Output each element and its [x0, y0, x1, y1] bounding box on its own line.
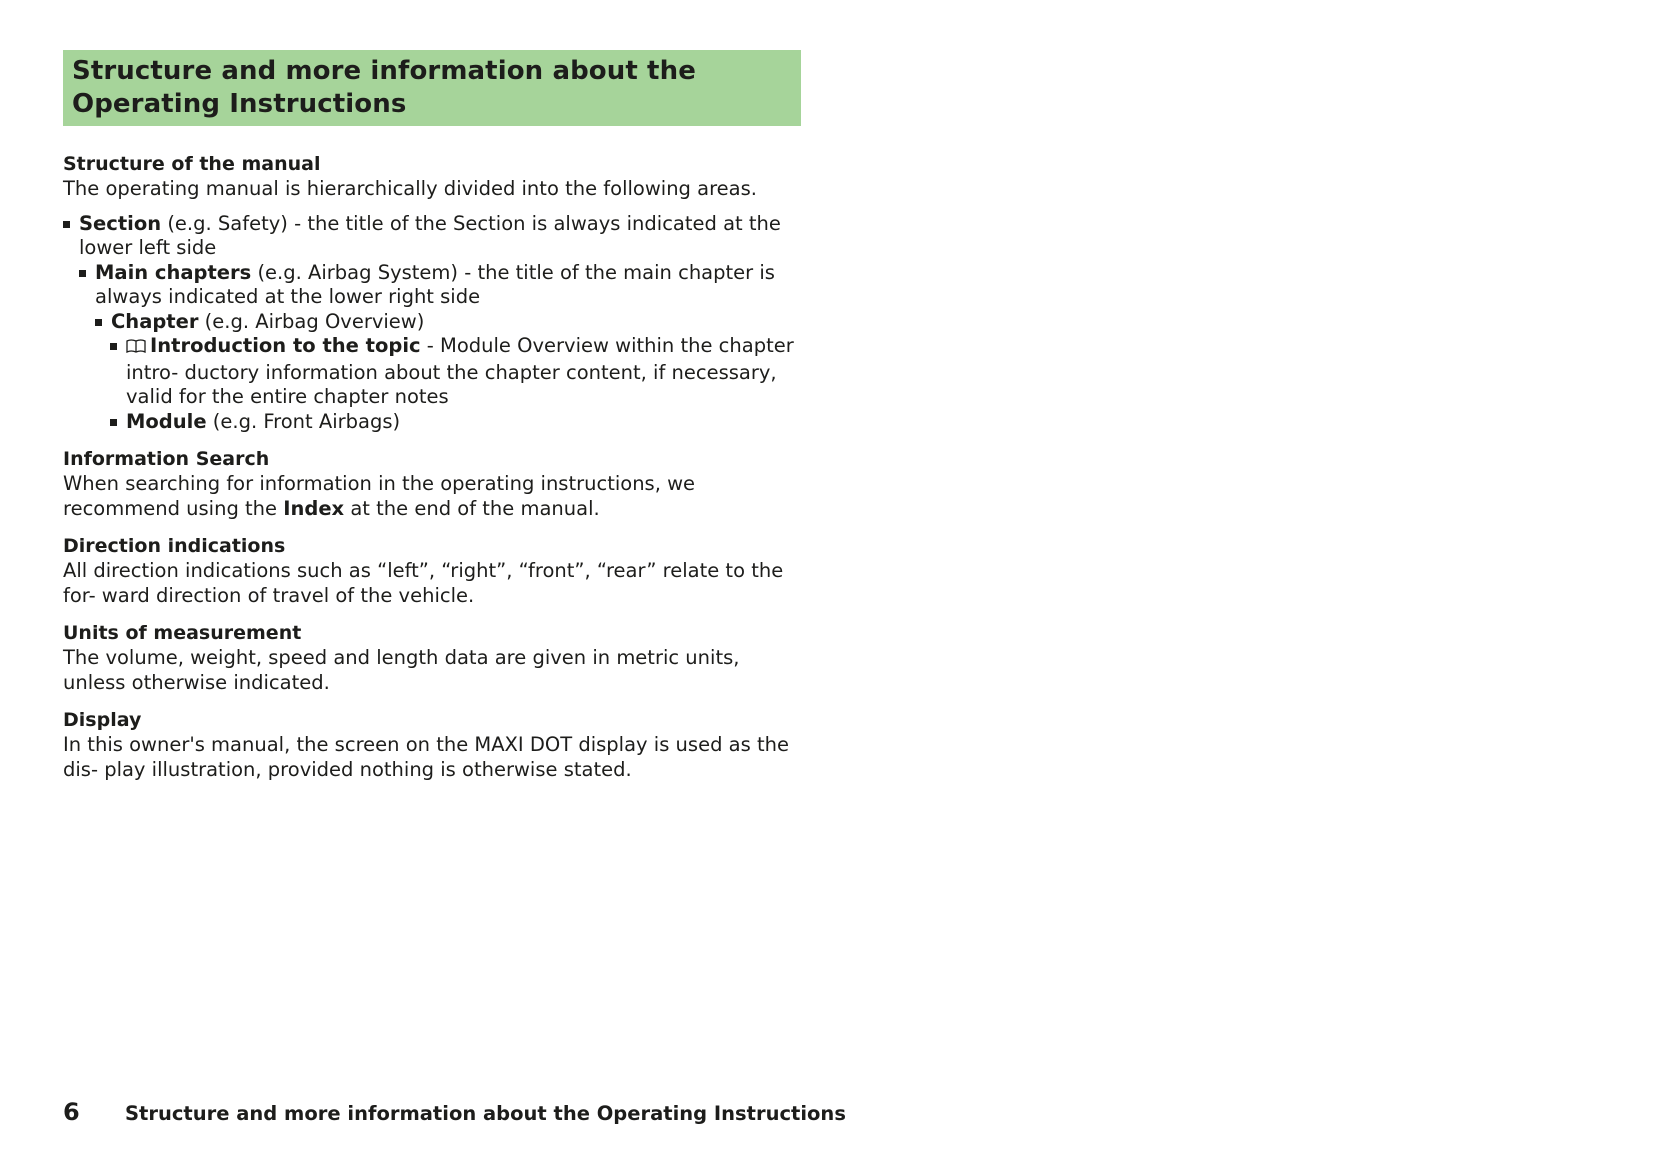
list-item-chapter — [95, 310, 803, 335]
units-text: The volume, weight, speed and length data are given in metric units, unless otherwise indicated. — [63, 646, 740, 694]
display-section — [63, 708, 803, 782]
structure-section — [63, 152, 803, 434]
item-desc: (e.g. Airbag Overview) — [198, 309, 425, 333]
bullet-square — [110, 419, 117, 426]
direction-text: All direction indications such as “left”, “right”, “front”, “rear” relate to the for- ward direction of travel of the vehicle. — [63, 559, 784, 607]
structure-heading: Structure of the manual — [63, 153, 321, 175]
page-number: 6 — [63, 1098, 80, 1126]
page-footer — [63, 1098, 846, 1126]
open-book-icon — [126, 336, 146, 361]
bullet-square — [79, 270, 86, 277]
item-desc: (e.g. Airbag System) - the title of the main chapter is always indicated at the lower right side — [95, 260, 775, 308]
page-title: Structure and more information about the Operating Instructions — [72, 56, 696, 119]
item-desc: - Module Overview within the chapter intro- ductory information about the chapter content, if necessary, valid for the entire chapter notes — [126, 334, 794, 408]
list-item-module — [110, 410, 803, 435]
bullet-square — [110, 343, 117, 350]
item-term: Section — [79, 211, 162, 235]
search-heading: Information Search — [63, 448, 270, 470]
item-term: Module — [126, 409, 207, 433]
item-term: Main chapters — [95, 260, 252, 284]
display-text: In this owner's manual, the screen on the MAXI DOT display is used as the dis- play illustration, provided nothing is otherwise stated. — [63, 733, 789, 781]
units-section — [63, 621, 803, 695]
item-desc: (e.g. Safety) - the title of the Section is always indicated at the lower left side — [79, 211, 781, 259]
search-text-before: When searching for information in the operating instructions, we recommend using the — [63, 472, 696, 520]
units-heading: Units of measurement — [63, 622, 302, 644]
list-item-main-chapters — [79, 261, 803, 310]
index-term: Index — [283, 496, 345, 520]
direction-section — [63, 534, 803, 608]
item-term: Chapter — [111, 309, 199, 333]
section-title-box — [63, 50, 801, 126]
main-column — [63, 50, 803, 795]
list-item-introduction — [110, 334, 803, 410]
direction-heading: Direction indications — [63, 535, 286, 557]
item-term: Introduction to the topic — [150, 334, 421, 357]
hierarchy-list — [63, 212, 803, 435]
footer-title: Structure and more information about the Operating Instructions — [125, 1102, 846, 1125]
bullet-square — [63, 221, 70, 228]
search-section — [63, 447, 803, 521]
display-heading: Display — [63, 709, 142, 731]
list-item-section — [63, 212, 803, 261]
bullet-square — [95, 319, 102, 326]
search-text-after: at the end of the manual. — [344, 496, 600, 520]
structure-intro: The operating manual is hierarchically divided into the following areas. — [63, 177, 757, 200]
search-text — [63, 472, 803, 521]
item-desc: (e.g. Front Airbags) — [206, 409, 401, 433]
